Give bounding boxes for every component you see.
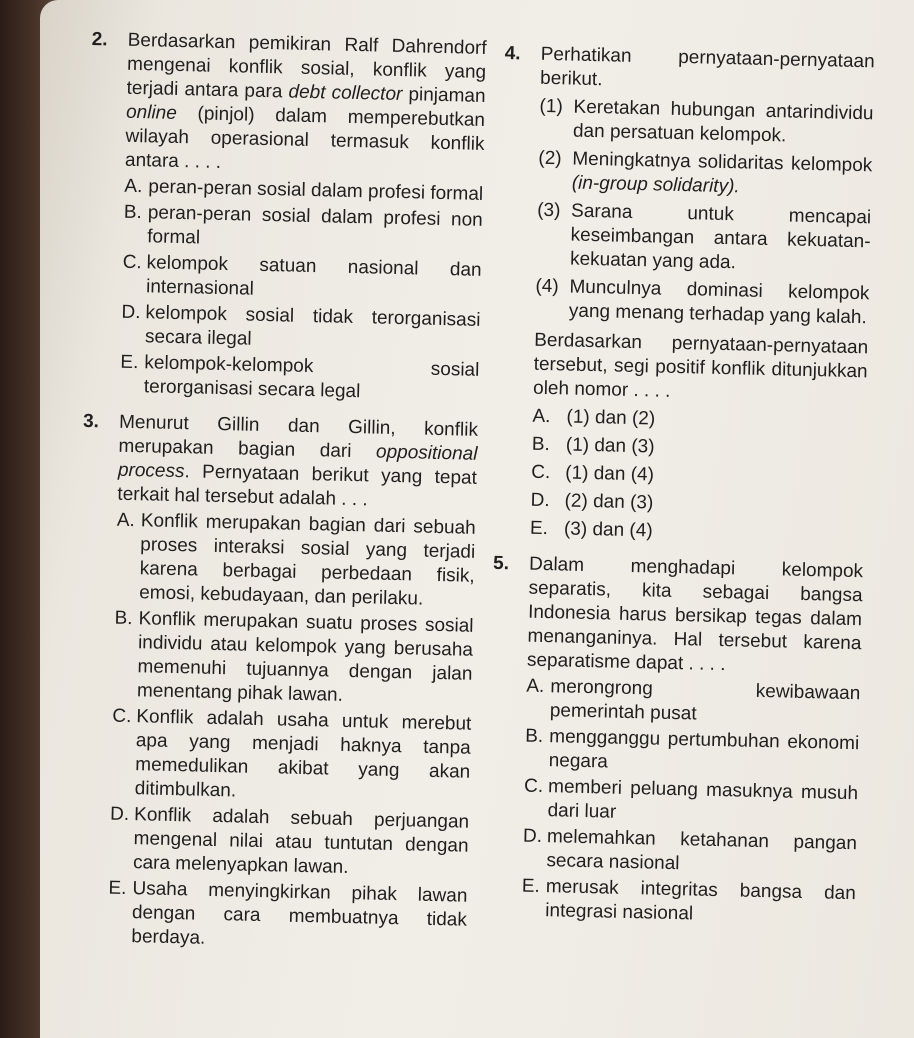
- answer-option-e[interactable]: E. kelompok-kelompok sosial terorganisasi secara legal: [120, 351, 480, 403]
- right-column: [485, 42, 875, 934]
- question-number: 5.: [492, 552, 510, 575]
- answer-option-d[interactable]: D. (2) dan (3): [530, 489, 654, 514]
- statement-2: (2) Meningkatnya solidaritas kelompok (in-group solidarity).: [538, 147, 873, 198]
- question-text: Perhatikan pernyataan-pernyataan berikut.: [539, 43, 875, 91]
- question-4: [494, 42, 875, 548]
- answer-option-e[interactable]: E. Usaha menyingkirkan pihak lawan dengan cara membuatnya tidak berdaya.: [108, 877, 468, 949]
- answer-option-d[interactable]: D. Konflik adalah sebuah perjuangan mengenal nilai atau tuntutan dengan cara melenyapkan lawan.: [109, 803, 470, 879]
- answer-option-a[interactable]: A. merongrong kewibawaan pemerintah pusat: [526, 675, 861, 725]
- statement-1: (1) Keretakan hubungan antarindividu dan persatuan kelompok.: [539, 95, 874, 147]
- answer-option-c[interactable]: C. kelompok satuan nasional dan internasional: [122, 251, 482, 300]
- answer-option-e[interactable]: E. (3) dan (4): [529, 517, 653, 542]
- statement-4: (4) Munculnya dominasi kelompok yang menang terhadap yang kalah.: [535, 275, 870, 329]
- answer-option-c[interactable]: C. memberi peluang masuknya musuh dari luar: [523, 775, 859, 823]
- answer-option-c[interactable]: C. (1) dan (4): [531, 461, 655, 486]
- answer-option-a[interactable]: A. (1) dan (2): [532, 405, 656, 430]
- question-number: 3.: [82, 410, 100, 433]
- answer-option-b[interactable]: B. Konflik merupakan suatu proses sosial individu atau kelompok yang berusaha memenuhi tujuannya dengan jalan menentang pihak lawan.: [114, 607, 474, 706]
- answer-option-b[interactable]: B. (1) dan (3): [531, 433, 655, 458]
- question-2: [84, 28, 487, 407]
- answer-option-c[interactable]: C. Konflik adalah usaha untuk merebut apa yang menjadi haknya tanpa memedulikan akibat yang akan ditimbulkan.: [112, 705, 472, 802]
- question-text: Dalam menghadapi kelompok separatis, kita sebagai bangsa Indonesia harus bersikap tegas dalam menanganinya. Hal tersebut karena separatisme dapat . . . .: [526, 553, 864, 676]
- statement-3: (3) Sarana untuk mencapai keseimbangan antara kekuatan-kekuatan yang ada.: [536, 199, 872, 274]
- answer-option-a[interactable]: A. peran-peran sosial dalam profesi formal: [124, 175, 484, 205]
- question-stem: Berdasarkan pernyataan-pernyataan tersebut, segi positif konflik ditunjukkan oleh nomor . . . .: [532, 329, 869, 402]
- answer-option-d[interactable]: D. melemahkan ketahanan pangan secara nasional: [522, 825, 858, 875]
- question-text: Menurut Gillin dan Gillin, konflik merupakan bagian dari oppositional process. Pernyataan berikut yang tepat terkait hal tersebut adalah . . .: [117, 411, 479, 511]
- answer-option-b[interactable]: B. mengganggu pertumbuhan ekonomi negara: [525, 725, 860, 773]
- question-number: 4.: [504, 42, 521, 65]
- left-column: [71, 28, 487, 961]
- question-3: [71, 410, 478, 957]
- answer-option-b[interactable]: B. peran-peran sosial dalam profesi non formal: [123, 201, 483, 249]
- answer-option-a[interactable]: A. Konflik merupakan bagian dari sebuah proses interaksi sosial yang terjadi karena berbagai perbedaan fisik, emosi, kebudayaan, dan perilaku.: [116, 509, 476, 610]
- answer-option-d[interactable]: D. kelompok sosial tidak terorganisasi secara ilegal: [121, 301, 481, 350]
- question-text: Berdasarkan pemikiran Ralf Dahrendorf mengenai konflik sosial, konflik yang terjadi antara para debt collector pinjaman online (pinjol) dalam memperebutkan wilayah operasional termasuk konflik antara . . . .: [124, 29, 487, 173]
- question-number: 2.: [91, 28, 108, 51]
- question-5: [485, 552, 863, 930]
- answer-option-e[interactable]: E. merusak integritas bangsa dan integrasi nasional: [521, 875, 857, 925]
